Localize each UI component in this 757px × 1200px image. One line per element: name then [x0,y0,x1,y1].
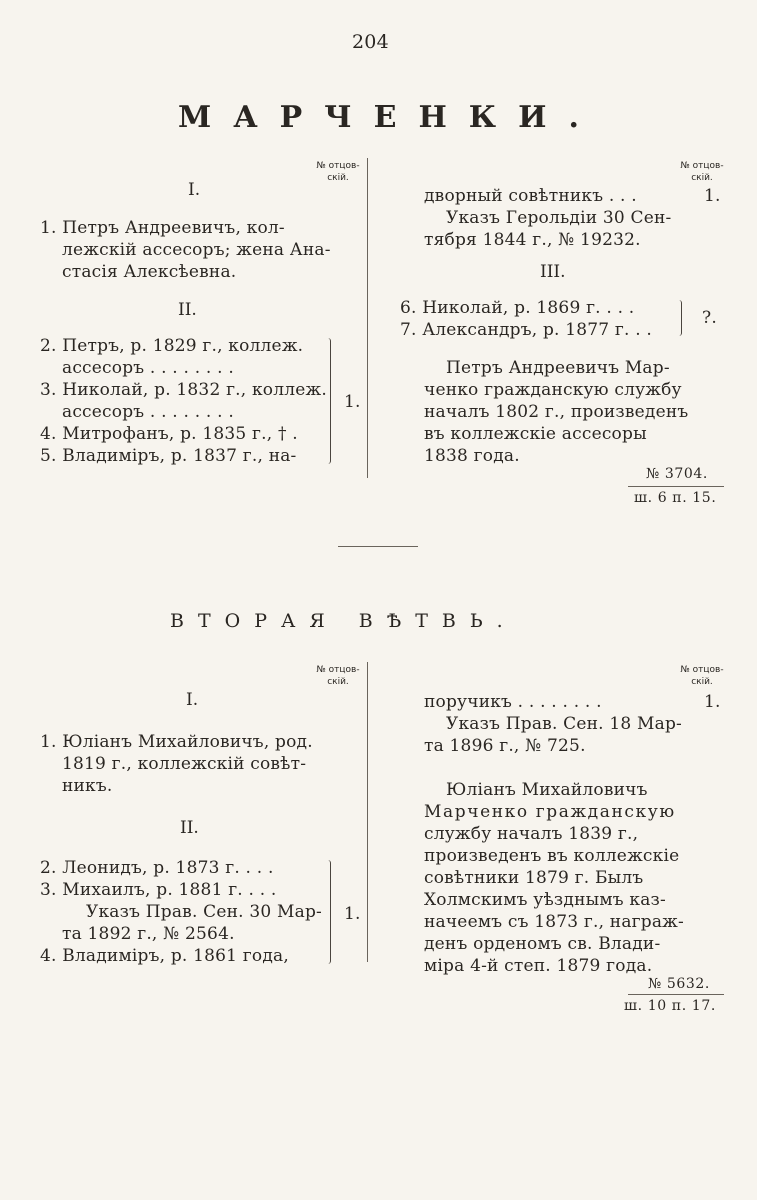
column-header-right [672,664,732,688]
note-line: начеемъ съ 1873 г., награж- [424,912,684,932]
reference-rule [628,486,724,487]
note-line: денъ орденомъ св. Влади- [424,934,661,954]
archive-location: ш. 10 п. 17. [624,998,716,1014]
note-line: совѣтники 1879 г. Былъ [424,868,644,888]
note-line: службу началъ 1839 г., [424,824,639,844]
column-header-line: № отцов- [680,161,724,171]
column-header-line: № отцов- [316,665,360,675]
note-line: міра 4-й степ. 1879 года. [424,956,653,976]
column-header-line: скій. [327,173,349,183]
generation-label: II. [180,818,199,838]
entry-line: 1819 г., коллежскій совѣт- [62,754,307,774]
generation-label: III. [540,262,566,282]
entry-line: 7. Александръ, р. 1877 г. . . [400,320,653,340]
entry-line: тября 1844 г., № 19232. [424,230,641,250]
column-header-left [310,160,366,184]
column-header-line: № отцов- [316,161,360,171]
entry-line: 6. Николай, р. 1869 г. . . . [400,298,635,318]
column-header-line: скій. [691,173,713,183]
note-line: 1838 года. [424,446,520,466]
entry-line: ассесоръ . . . . . . . . [62,358,234,378]
section-subtitle: ВТОРАЯ ВѢТВЬ. [170,610,517,632]
grouping-brace [322,860,331,964]
note-line: въ коллежскіе ассесоры [424,424,647,444]
grouping-brace [673,300,682,336]
column-divider [367,662,368,962]
entry-line: стасія Алексѣевна. [62,262,237,282]
entry-line: та 1896 г., № 725. [424,736,586,756]
column-divider [367,158,368,478]
entry-line: поручикъ . . . . . . . . [424,692,602,712]
reference-rule [628,994,724,995]
generation-label: I. [188,180,201,200]
entry-line: 4. Владиміръ, р. 1861 года, [40,946,289,966]
note-line: Холмскимъ уѣзднымъ каз- [424,890,666,910]
entry-line: 4. Митрофанъ, р. 1835 г., † . [40,424,298,444]
entry-line: 2. Петръ, р. 1829 г., коллеж. [40,336,304,356]
column-header-right [672,160,732,184]
entry-line: Указъ Прав. Сен. 18 Мар- [446,714,682,734]
father-number: 1. [344,392,361,412]
archive-number: № 3704. [646,466,708,482]
note-line: Петръ Андреевичъ Мар- [446,358,670,378]
column-header-line: скій. [327,677,349,687]
note-line: произведенъ въ коллежскіе [424,846,680,866]
column-header-line: № отцов- [680,665,724,675]
note-line: Марченко гражданскую [424,802,676,822]
entry-line: 1. Петръ Андреевичъ, кол- [40,218,285,238]
column-header-line: скій. [691,677,713,687]
father-number: 1. [704,186,721,206]
entry-line: ассесоръ . . . . . . . . [62,402,234,422]
father-number: ?. [702,308,717,328]
father-number: 1. [344,904,361,924]
entry-line: 3. Михаилъ, р. 1881 г. . . . [40,880,277,900]
entry-line: дворный совѣтникъ . . . [424,186,637,206]
entry-line: лежскій ассесоръ; жена Ана- [62,240,331,260]
entry-line: Указъ Прав. Сен. 30 Мар- [86,902,322,922]
note-line: началъ 1802 г., произведенъ [424,402,689,422]
entry-line: 1. Юліанъ Михайловичъ, род. [40,732,313,752]
entry-line: 5. Владиміръ, р. 1837 г., на- [40,446,297,466]
archive-location: ш. 6 п. 15. [634,490,717,506]
archive-number: № 5632. [648,976,710,992]
entry-line: 3. Николай, р. 1832 г., коллеж. [40,380,327,400]
entry-line: 2. Леонидъ, р. 1873 г. . . . [40,858,274,878]
entry-line: никъ. [62,776,113,796]
grouping-brace [322,338,331,464]
section-separator [338,546,418,547]
generation-label: I. [186,690,199,710]
page-title: МАРЧЕНКИ. [178,100,601,135]
note-line: Юліанъ Михайловичъ [446,780,648,800]
column-header-left [310,664,366,688]
generation-label: II. [178,300,197,320]
father-number: 1. [704,692,721,712]
page-number: 204 [352,31,389,53]
note-line: ченко гражданскую службу [424,380,682,400]
entry-line: Указъ Герольдіи 30 Сен- [446,208,672,228]
entry-line: та 1892 г., № 2564. [62,924,235,944]
